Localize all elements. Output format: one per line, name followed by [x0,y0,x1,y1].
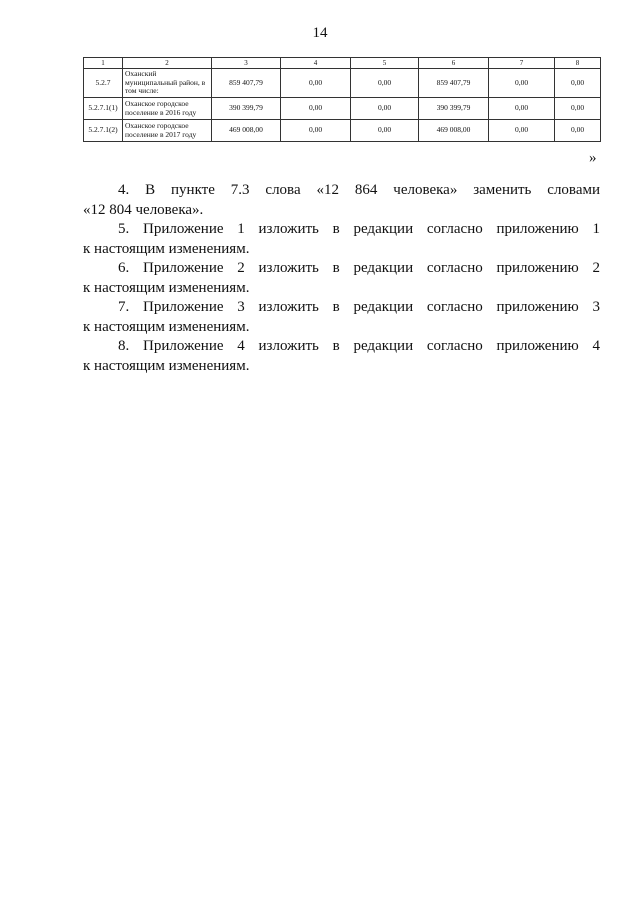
row-code: 5.2.7.1(2) [84,120,123,142]
column-header: 2 [123,58,212,69]
closing-quote: » [589,150,597,166]
column-header: 6 [419,58,489,69]
paragraph-line: 4. В пункте 7.3 слова «12 864 человека» заменить словами [118,182,600,198]
cell-value: 0,00 [281,69,351,98]
paragraph-item-6 [83,259,600,298]
column-header: 7 [489,58,555,69]
budget-table [83,57,601,142]
column-header: 5 [351,58,419,69]
paragraph-line: к настоящим изменениям. [83,357,250,374]
cell-value: 0,00 [555,98,601,120]
cell-value: 0,00 [351,69,419,98]
row-name: Оханское городское поселение в 2017 году [123,120,212,142]
cell-value: 0,00 [555,69,601,98]
column-header: 8 [555,58,601,69]
row-name: Оханское городское поселение в 2016 году [123,98,212,120]
cell-value: 0,00 [555,120,601,142]
paragraph-line: к настоящим изменениям. [83,240,250,257]
cell-value: 0,00 [489,120,555,142]
column-header: 4 [281,58,351,69]
table-header-row [84,58,601,69]
row-code: 5.2.7 [84,69,123,98]
table-row [84,120,601,142]
paragraph-item-8 [83,337,600,376]
cell-value: 390 399,79 [212,98,281,120]
paragraph-line: «12 804 человека». [83,201,204,218]
cell-value: 859 407,79 [419,69,489,98]
paragraph-line: к настоящим изменениям. [83,279,250,296]
cell-value: 0,00 [489,69,555,98]
cell-value: 859 407,79 [212,69,281,98]
cell-value: 0,00 [489,98,555,120]
table-row [84,98,601,120]
table-row [84,69,601,98]
page-number: 14 [312,25,328,41]
paragraph-line: к настоящим изменениям. [83,318,250,335]
cell-value: 390 399,79 [419,98,489,120]
paragraph-line: 6. Приложение 2 изложить в редакции согласно приложению 2 [118,260,600,276]
cell-value: 0,00 [281,120,351,142]
cell-value: 469 008,00 [419,120,489,142]
column-header: 3 [212,58,281,69]
row-name: Оханский муниципальный район, в том числе: [123,69,212,98]
cell-value: 0,00 [281,98,351,120]
paragraph-line: 5. Приложение 1 изложить в редакции согласно приложению 1 [118,221,600,237]
cell-value: 0,00 [351,120,419,142]
paragraph-item-5 [83,220,600,259]
paragraph-line: 8. Приложение 4 изложить в редакции согласно приложению 4 [118,338,600,354]
row-code: 5.2.7.1(1) [84,98,123,120]
cell-value: 469 008,00 [212,120,281,142]
paragraph-item-7 [83,298,600,337]
column-header: 1 [84,58,123,69]
paragraph-item-4 [83,181,600,220]
paragraph-line: 7. Приложение 3 изложить в редакции согласно приложению 3 [118,299,600,315]
cell-value: 0,00 [351,98,419,120]
